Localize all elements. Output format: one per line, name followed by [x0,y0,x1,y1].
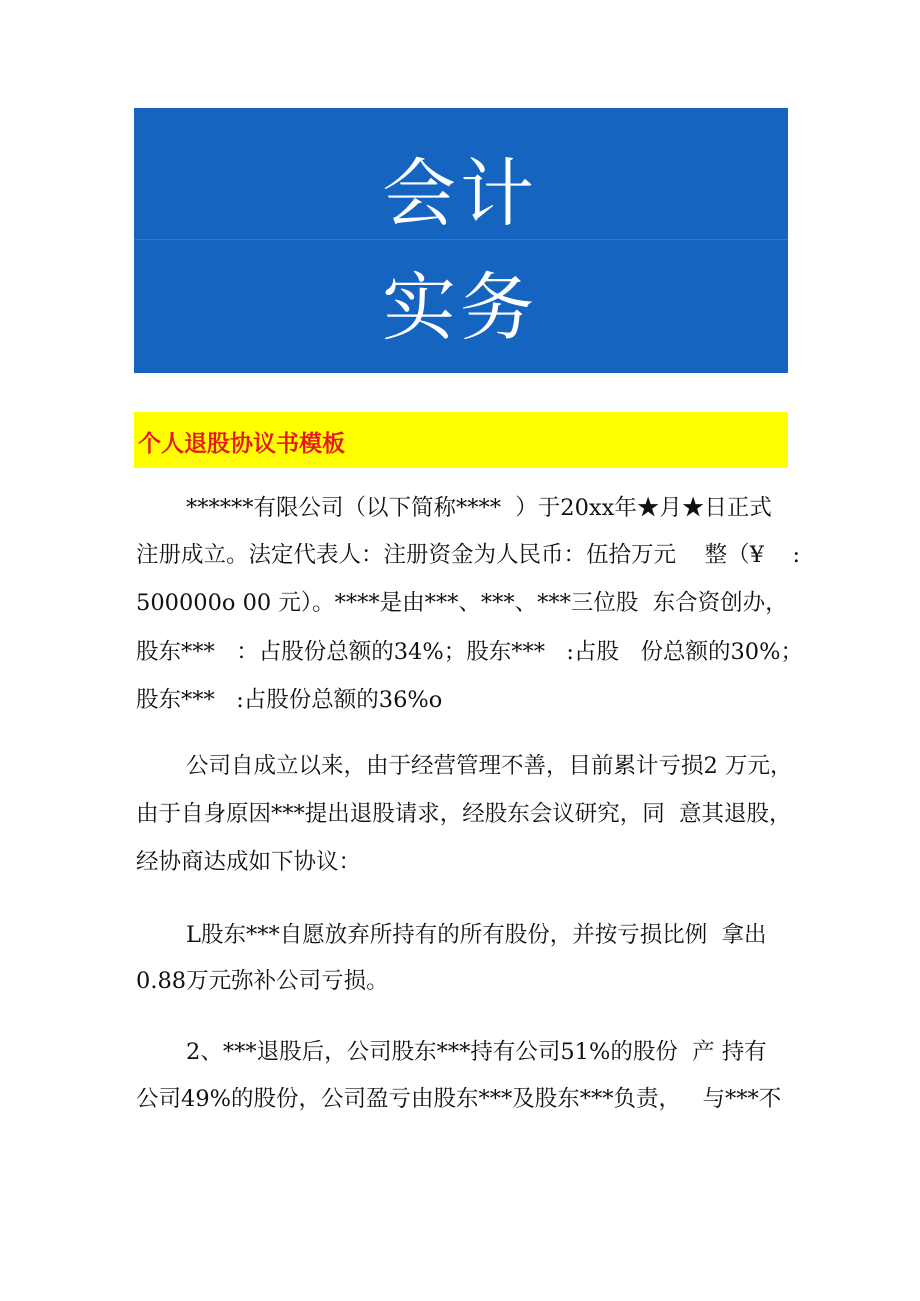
paragraph-2-line-2: 由于自身原因***提出退股请求，经股东会议研究，同 意其退股， [136,801,792,827]
paragraph-2-line-3: 经协商达成如下协议： [136,849,362,875]
paragraph-1-line-1: ******有限公司（以下简称**** ）于20xx年★月★日正式 [186,495,772,521]
banner-title-line-1: 会计 [382,151,538,237]
banner-title-line-2: 实务 [382,265,538,351]
paragraph-3-line-2: 0.88万元弥补公司亏损。 [136,968,389,994]
paragraph-1-line-4: 股东*** ：占股份总额的34%；股东*** :占股 份总额的30%； [136,639,803,665]
paragraph-1-line-5: 股东*** :占股份总额的36%o [136,687,443,713]
paragraph-4-line-2: 公司49%的股份，公司盈亏由股东***及股东***负责， 与***不 [136,1086,782,1112]
document-title-bar [134,412,788,468]
paragraph-3-line-1: L股东***自愿放弃所持有的所有股份，并按亏损比例 拿出 [186,922,767,948]
banner-divider [134,239,788,240]
paragraph-2-line-1: 公司自成立以来，由于经营管理不善，目前累计亏损2 万元， [186,753,793,779]
document-title: 个人退股协议书模板 [138,431,345,457]
paragraph-4-line-1: 2、***退股后，公司股东***持有公司51%的股份 产 持有 [186,1039,767,1065]
paragraph-1-line-2: 注册成立。法定代表人：注册资金为人民币：伍拾万元 整（¥ : [136,542,801,568]
paragraph-1-line-3: 500000o 00 元）。****是由***、***、***三位股 东合资创办， [136,590,788,616]
